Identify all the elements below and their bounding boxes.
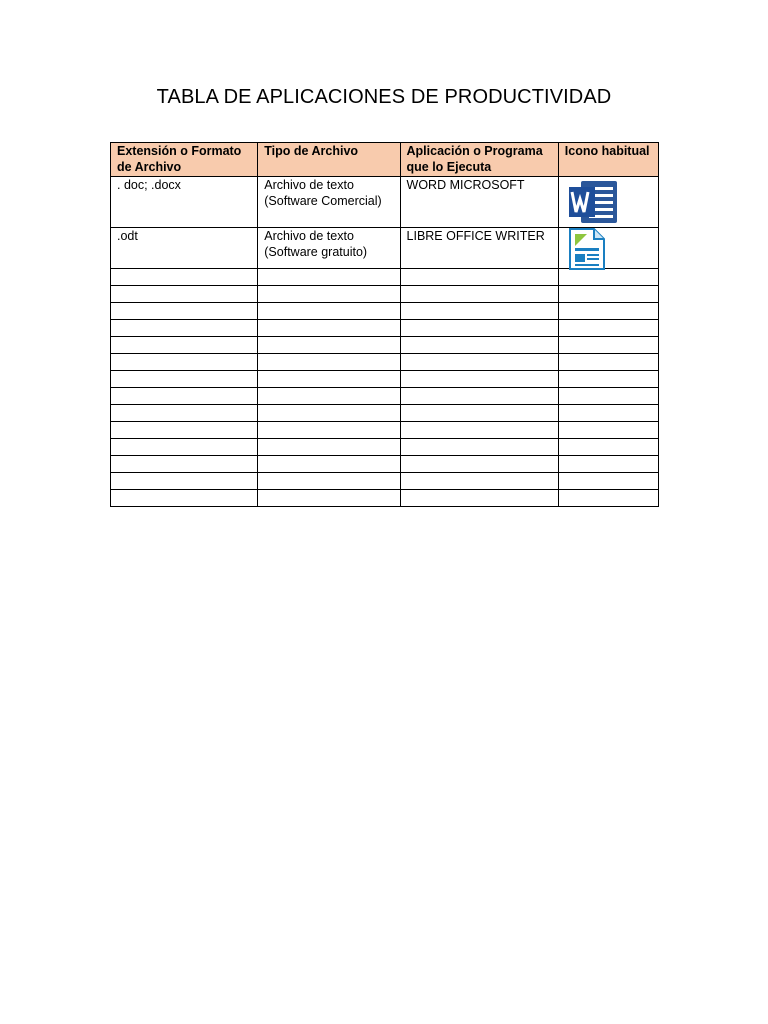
empty-cell (258, 473, 400, 490)
empty-cell (558, 422, 658, 439)
empty-cell (111, 422, 258, 439)
header-tipo: Tipo de Archivo (258, 143, 400, 177)
empty-cell (111, 456, 258, 473)
empty-table-row (111, 337, 659, 354)
empty-cell (558, 303, 658, 320)
empty-cell (111, 303, 258, 320)
empty-cell (400, 286, 558, 303)
table-header-row (111, 143, 659, 177)
empty-cell (558, 286, 658, 303)
empty-cell (400, 439, 558, 456)
empty-cell (558, 337, 658, 354)
empty-cell (400, 388, 558, 405)
empty-cell (400, 269, 558, 286)
empty-cell (400, 320, 558, 337)
empty-table-row (111, 286, 659, 303)
empty-cell (258, 490, 400, 507)
header-extension: Extensión o Formato de Archivo (111, 143, 258, 177)
empty-cell (258, 371, 400, 388)
empty-table-row (111, 388, 659, 405)
microsoft-word-icon (567, 177, 619, 227)
empty-cell (111, 439, 258, 456)
page-title: TABLA DE APLICACIONES DE PRODUCTIVIDAD (156, 86, 612, 108)
cell-aplicacion: WORD MICROSOFT (400, 177, 558, 228)
empty-cell (258, 286, 400, 303)
empty-cell (400, 456, 558, 473)
empty-cell (258, 320, 400, 337)
empty-cell (111, 337, 258, 354)
empty-cell (400, 422, 558, 439)
empty-cell (111, 473, 258, 490)
empty-table-row (111, 354, 659, 371)
empty-cell (258, 405, 400, 422)
empty-table-row (111, 405, 659, 422)
empty-cell (258, 422, 400, 439)
empty-cell (258, 456, 400, 473)
cell-aplicacion: LIBRE OFFICE WRITER (400, 228, 558, 269)
productivity-apps-table (110, 142, 659, 507)
empty-cell (400, 354, 558, 371)
cell-icon (558, 228, 658, 269)
empty-table-row (111, 456, 659, 473)
empty-table-row (111, 490, 659, 507)
empty-cell (400, 371, 558, 388)
empty-cell (111, 371, 258, 388)
empty-cell (400, 405, 558, 422)
empty-cell (558, 490, 658, 507)
empty-cell (558, 320, 658, 337)
table-row (111, 177, 659, 228)
empty-cell (558, 371, 658, 388)
empty-cell (558, 405, 658, 422)
cell-icon (558, 177, 658, 228)
header-aplicacion: Aplicación o Programa que lo Ejecuta (400, 143, 558, 177)
header-icono: Icono habitual (558, 143, 658, 177)
empty-cell (258, 269, 400, 286)
empty-table-row (111, 473, 659, 490)
empty-table-row (111, 371, 659, 388)
table-row (111, 228, 659, 269)
empty-cell (111, 269, 258, 286)
empty-cell (558, 269, 658, 286)
empty-table-row (111, 303, 659, 320)
cell-tipo: Archivo de texto (Software Comercial) (258, 177, 400, 228)
empty-cell (258, 439, 400, 456)
empty-cell (111, 405, 258, 422)
empty-table-row (111, 269, 659, 286)
empty-cell (558, 473, 658, 490)
empty-cell (111, 320, 258, 337)
empty-cell (558, 456, 658, 473)
empty-cell (400, 473, 558, 490)
cell-extension: .odt (111, 228, 258, 269)
empty-cell (400, 337, 558, 354)
empty-cell (400, 303, 558, 320)
empty-cell (111, 388, 258, 405)
empty-cell (111, 354, 258, 371)
empty-cell (111, 286, 258, 303)
libreoffice-writer-icon (567, 228, 607, 270)
empty-cell (258, 388, 400, 405)
empty-table-row (111, 422, 659, 439)
cell-tipo: Archivo de texto (Software gratuito) (258, 228, 400, 269)
empty-cell (558, 439, 658, 456)
empty-table-row (111, 320, 659, 337)
empty-cell (558, 354, 658, 371)
empty-table-row (111, 439, 659, 456)
cell-extension: . doc; .docx (111, 177, 258, 228)
empty-cell (400, 490, 558, 507)
empty-cell (111, 490, 258, 507)
empty-cell (258, 337, 400, 354)
empty-cell (258, 354, 400, 371)
empty-cell (558, 388, 658, 405)
empty-cell (258, 303, 400, 320)
